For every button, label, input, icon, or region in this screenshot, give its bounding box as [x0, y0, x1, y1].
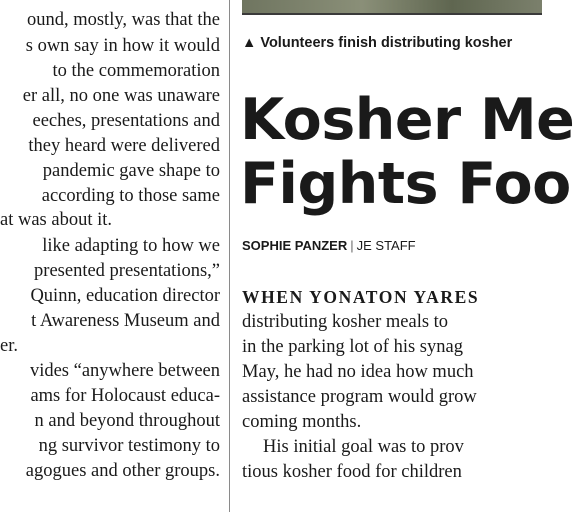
- right-article-column: [230, 0, 574, 512]
- body-text-line: according to those same: [41, 186, 220, 206]
- body-text-line: at was about it.: [0, 210, 113, 230]
- body-text-line: they heard were delivered: [28, 136, 220, 156]
- body-text-line: agogues and other groups.: [25, 461, 220, 481]
- body-text-line: ound, mostly, was that the: [26, 10, 220, 30]
- body-text-line: er.: [0, 336, 18, 356]
- body-text-line: presented presentations,”: [34, 261, 220, 281]
- body-text-line: n and beyond throughout: [34, 411, 220, 431]
- body-text-line: like adapting to how we: [42, 236, 220, 256]
- triangle-up-icon: ▲: [242, 35, 257, 51]
- body-text-line: distributing kosher meals to: [242, 312, 449, 332]
- headline-line: Fights Foo: [240, 151, 571, 217]
- body-text-line: s own say in how it would: [25, 36, 220, 56]
- headline-line: Kosher Me: [240, 87, 574, 153]
- left-article-column: [0, 0, 229, 512]
- body-text-line: tious kosher food for children: [242, 462, 462, 482]
- photo-bottom-edge: [242, 13, 542, 15]
- body-text-line: ams for Holocaust educa-: [30, 386, 220, 406]
- byline-author: SOPHIE PANZER: [242, 238, 348, 253]
- body-text-line: eeches, presentations and: [32, 111, 220, 131]
- body-text-line: t Awareness Museum and: [31, 311, 220, 331]
- caption-text: Volunteers finish distributing kosher: [260, 35, 513, 51]
- body-text-line: er all, no one was unaware: [22, 86, 220, 106]
- body-text-line: vides “anywhere between: [29, 361, 220, 381]
- body-text-line: His initial goal was to prov: [263, 437, 464, 457]
- byline: [242, 238, 416, 253]
- body-text-line: ng survivor testimony to: [38, 436, 220, 456]
- body-text-line: to the commemoration: [52, 61, 220, 81]
- body-text-line: assistance program would grow: [242, 387, 477, 407]
- article-headline: [240, 88, 574, 216]
- body-text-line: in the parking lot of his synag: [242, 337, 463, 357]
- byline-role: JE STAFF: [356, 238, 416, 253]
- article-lead-in: WHEN YONATON YARES: [242, 287, 480, 307]
- body-text-line: Quinn, education director: [30, 286, 220, 306]
- body-text-line: May, he had no idea how much: [242, 362, 474, 382]
- byline-separator: |: [350, 238, 354, 253]
- article-photo: [242, 0, 542, 13]
- photo-caption: [242, 35, 512, 51]
- body-text-line: pandemic gave shape to: [42, 161, 220, 181]
- body-text-line: coming months.: [242, 412, 362, 432]
